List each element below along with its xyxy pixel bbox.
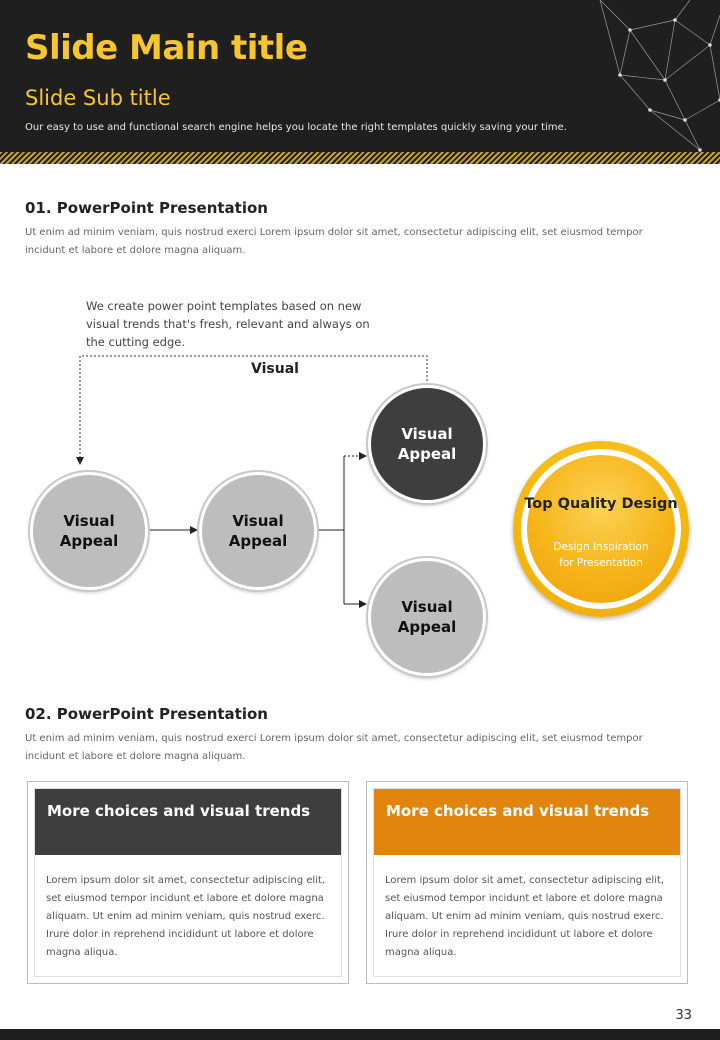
header-stripe-divider xyxy=(0,152,720,164)
card-header xyxy=(374,789,680,855)
circle-label-line1: Visual xyxy=(401,598,453,616)
info-card-orange xyxy=(366,781,688,984)
section2-text: Ut enim ad minim veniam, quis nostrud exerci Lorem ipsum dolor sit amet, consectetur adipiscing elit, set eiusmod tempor incidunt et labore et dolore magna aliquam. xyxy=(25,733,643,762)
page-number: 33 xyxy=(675,1008,692,1023)
circle-label-line2: Appeal xyxy=(228,532,288,550)
loop-label: Visual xyxy=(251,361,299,377)
circle-label-line1: Visual xyxy=(232,512,284,530)
circle-label-line2: Appeal xyxy=(397,618,457,636)
visual-appeal-circle-3 xyxy=(368,385,486,503)
page-title: Slide Main title xyxy=(25,28,308,68)
badge-sub-line2: for Presentation xyxy=(559,557,643,569)
section1-title: 01. PowerPoint Presentation xyxy=(25,199,268,217)
card-header xyxy=(35,789,341,855)
visual-appeal-circle-1 xyxy=(30,472,148,590)
badge-title: Top Quality Design xyxy=(524,496,678,512)
top-quality-badge xyxy=(513,441,689,617)
circle-label-line1: Visual xyxy=(401,425,453,443)
circle-label-line2: Appeal xyxy=(59,532,119,550)
page-subtitle: Slide Sub title xyxy=(25,86,171,110)
card-title: More choices and visual trends xyxy=(386,802,650,820)
diagram-note: We create power point templates based on new visual trends that's fresh, relevant and always on the cutting edge. xyxy=(86,299,370,349)
network-graphic xyxy=(590,0,720,152)
section2-title: 02. PowerPoint Presentation xyxy=(25,705,268,723)
card-body: Lorem ipsum dolor sit amet, consectetur adipiscing elit, set eiusmod tempor incidunt et labore et dolore magna aliquam. Ut enim ad minim veniam, quis nostrud exerc. Irure dolor in reprehend incididunt ut labore et dolore magna aliqua. xyxy=(385,875,665,958)
info-card-dark xyxy=(27,781,349,984)
circle-label-line1: Visual xyxy=(63,512,115,530)
circle-label-line2: Appeal xyxy=(397,445,457,463)
section1-text: Ut enim ad minim veniam, quis nostrud exerci Lorem ipsum dolor sit amet, consectetur adipiscing elit, set eiusmod tempor incidunt et labore et dolore magna aliquam. xyxy=(25,227,643,256)
footer-bar xyxy=(0,1029,720,1040)
visual-appeal-circle-4 xyxy=(368,558,486,676)
slide-header xyxy=(0,0,720,152)
card-title: More choices and visual trends xyxy=(47,802,311,820)
card-body: Lorem ipsum dolor sit amet, consectetur adipiscing elit, set eiusmod tempor incidunt et labore et dolore magna aliquam. Ut enim ad minim veniam, quis nostrud exerc. Irure dolor in reprehend incididunt ut labore et dolore magna aliqua. xyxy=(46,875,326,958)
badge-subtitle xyxy=(513,539,689,571)
header-description: Our easy to use and functional search engine helps you locate the right templates quickly saving your time. xyxy=(25,122,567,133)
visual-appeal-circle-2 xyxy=(199,472,317,590)
badge-sub-line1: Design Inspiration xyxy=(553,541,649,553)
badge-inner xyxy=(527,455,675,603)
